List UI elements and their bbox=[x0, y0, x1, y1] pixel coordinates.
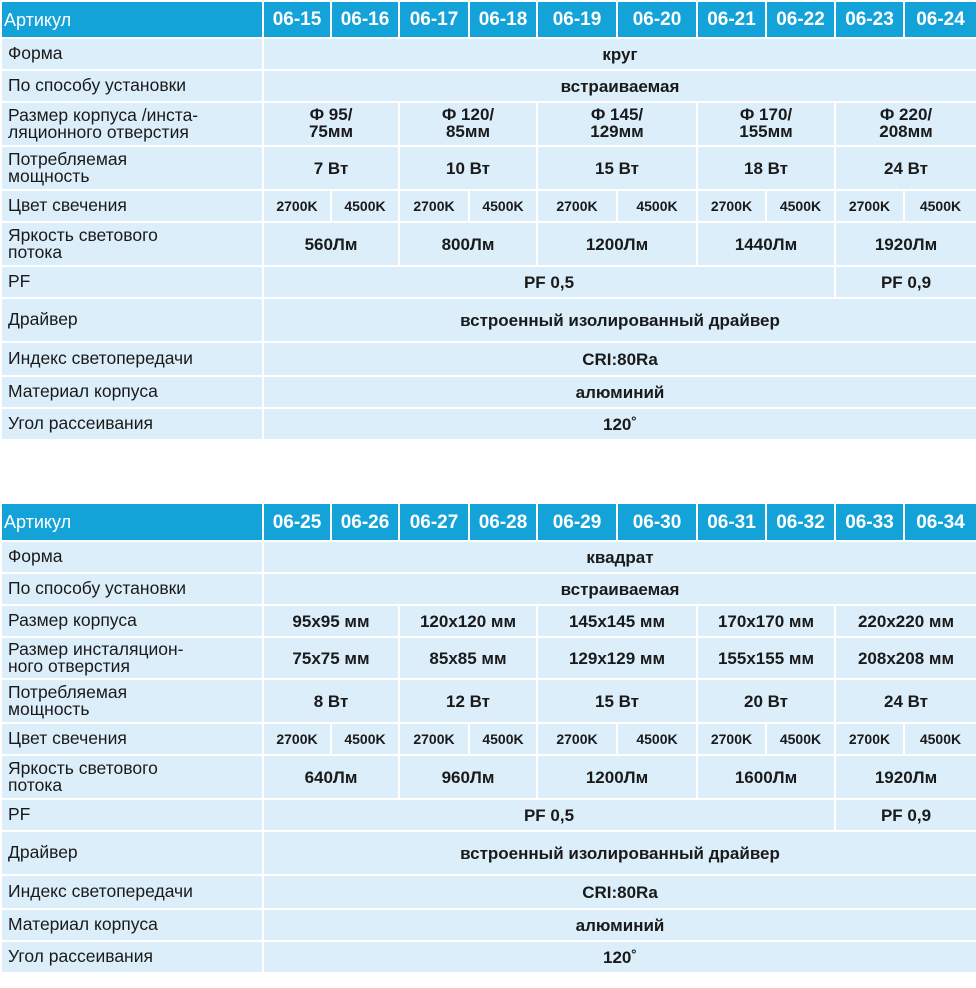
spec-label: Цвет свечения bbox=[1, 190, 263, 222]
article-code: 06-22 bbox=[766, 1, 835, 38]
spec-value: 1200Лм bbox=[537, 222, 697, 266]
spec-value: 18 Вт bbox=[697, 146, 835, 190]
spec-row bbox=[1, 190, 976, 222]
spec-label: Драйвер bbox=[1, 831, 263, 875]
spec-value: встраиваемая bbox=[263, 573, 976, 605]
spec-value: 145x145 мм bbox=[537, 605, 697, 637]
spec-row bbox=[1, 679, 976, 723]
spec-value: 1200Лм bbox=[537, 755, 697, 799]
spec-value: 2700K bbox=[835, 723, 904, 755]
spec-value: 1440Лм bbox=[697, 222, 835, 266]
spec-value: Ф 170/ 155мм bbox=[697, 102, 835, 146]
article-code: 06-16 bbox=[331, 1, 399, 38]
spec-label: Потребляемая мощность bbox=[1, 679, 263, 723]
spec-label: Яркость светового потока bbox=[1, 755, 263, 799]
article-code: 06-28 bbox=[469, 503, 537, 541]
spec-value: 120˚ bbox=[263, 941, 976, 973]
spec-value: 4500K bbox=[766, 723, 835, 755]
spec-value: Ф 95/ 75мм bbox=[263, 102, 399, 146]
article-code: 06-33 bbox=[835, 503, 904, 541]
spec-value: 1600Лм bbox=[697, 755, 835, 799]
spec-value: Ф 220/ 208мм bbox=[835, 102, 976, 146]
article-code: 06-23 bbox=[835, 1, 904, 38]
spec-value: 640Лм bbox=[263, 755, 399, 799]
spec-value: 208x208 мм bbox=[835, 637, 976, 679]
spec-value: 2700K bbox=[263, 190, 331, 222]
spec-value: 2700K bbox=[263, 723, 331, 755]
spec-label: Угол рассеивания bbox=[1, 941, 263, 973]
spec-label: Яркость светового потока bbox=[1, 222, 263, 266]
spec-value: 15 Вт bbox=[537, 679, 697, 723]
spec-value: 560Лм bbox=[263, 222, 399, 266]
spec-label: Размер инсталяцион- ного отверстия bbox=[1, 637, 263, 679]
spec-label: По способу установки bbox=[1, 70, 263, 102]
spec-label: Размер корпуса bbox=[1, 605, 263, 637]
spec-value: 15 Вт bbox=[537, 146, 697, 190]
spec-row bbox=[1, 799, 976, 831]
spec-value: алюминий bbox=[263, 909, 976, 941]
spec-value: встроенный изолированный драйвер bbox=[263, 298, 976, 342]
spec-value: 2700K bbox=[399, 723, 469, 755]
spec-label: Потребляемая мощность bbox=[1, 146, 263, 190]
spec-value: CRI:80Ra bbox=[263, 875, 976, 909]
spec-row bbox=[1, 723, 976, 755]
spec-value: 24 Вт bbox=[835, 679, 976, 723]
spec-row bbox=[1, 909, 976, 941]
spec-value: 2700K bbox=[537, 723, 617, 755]
spec-value: 85x85 мм bbox=[399, 637, 537, 679]
spec-value: 4500K bbox=[904, 190, 976, 222]
spec-value: встроенный изолированный драйвер bbox=[263, 831, 976, 875]
header-label: Артикул bbox=[1, 1, 263, 38]
round-spec-table bbox=[0, 0, 976, 441]
spec-value: 1920Лм bbox=[835, 222, 976, 266]
spec-value: PF 0,5 bbox=[263, 799, 835, 831]
spec-value: 4500K bbox=[331, 190, 399, 222]
spec-value: 170x170 мм bbox=[697, 605, 835, 637]
spec-row bbox=[1, 408, 976, 440]
spec-value: CRI:80Ra bbox=[263, 342, 976, 376]
spec-value: 10 Вт bbox=[399, 146, 537, 190]
spec-label: Угол рассеивания bbox=[1, 408, 263, 440]
spec-value: 155x155 мм bbox=[697, 637, 835, 679]
spec-label: Форма bbox=[1, 38, 263, 70]
spec-value: 2700K bbox=[399, 190, 469, 222]
spec-label: PF bbox=[1, 799, 263, 831]
spec-value: 20 Вт bbox=[697, 679, 835, 723]
spec-value: встраиваемая bbox=[263, 70, 976, 102]
spec-value: 220x220 мм bbox=[835, 605, 976, 637]
spec-row bbox=[1, 755, 976, 799]
spec-row bbox=[1, 146, 976, 190]
article-code: 06-18 bbox=[469, 1, 537, 38]
article-code: 06-15 bbox=[263, 1, 331, 38]
spec-label: PF bbox=[1, 266, 263, 298]
spec-value: Ф 120/ 85мм bbox=[399, 102, 537, 146]
spec-row bbox=[1, 637, 976, 679]
spec-value: 95x95 мм bbox=[263, 605, 399, 637]
header-row bbox=[1, 1, 976, 38]
spec-row bbox=[1, 298, 976, 342]
spec-row bbox=[1, 941, 976, 973]
spec-label: По способу установки bbox=[1, 573, 263, 605]
spec-value: 24 Вт bbox=[835, 146, 976, 190]
spec-value: алюминий bbox=[263, 376, 976, 408]
spec-value: PF 0,5 bbox=[263, 266, 835, 298]
article-code: 06-26 bbox=[331, 503, 399, 541]
spec-row bbox=[1, 222, 976, 266]
article-code: 06-19 bbox=[537, 1, 617, 38]
spec-label: Форма bbox=[1, 541, 263, 573]
spec-value: 129x129 мм bbox=[537, 637, 697, 679]
spec-row bbox=[1, 831, 976, 875]
article-code: 06-31 bbox=[697, 503, 766, 541]
spec-value: 12 Вт bbox=[399, 679, 537, 723]
spec-label: Размер корпуса /инста- ляционного отверстия bbox=[1, 102, 263, 146]
spec-value: 4500K bbox=[617, 190, 697, 222]
spec-row bbox=[1, 573, 976, 605]
spec-value: 2700K bbox=[697, 190, 766, 222]
spec-value: Ф 145/ 129мм bbox=[537, 102, 697, 146]
article-code: 06-17 bbox=[399, 1, 469, 38]
article-code: 06-27 bbox=[399, 503, 469, 541]
spec-value: PF 0,9 bbox=[835, 799, 976, 831]
spec-label: Индекс светопередачи bbox=[1, 875, 263, 909]
article-code: 06-32 bbox=[766, 503, 835, 541]
spec-value: 4500K bbox=[766, 190, 835, 222]
header-label: Артикул bbox=[1, 503, 263, 541]
spec-value: 4500K bbox=[617, 723, 697, 755]
article-code: 06-29 bbox=[537, 503, 617, 541]
spec-row bbox=[1, 376, 976, 408]
spec-value: квадрат bbox=[263, 541, 976, 573]
spec-value: 120x120 мм bbox=[399, 605, 537, 637]
spec-value: круг bbox=[263, 38, 976, 70]
spec-value: 4500K bbox=[331, 723, 399, 755]
spec-value: 8 Вт bbox=[263, 679, 399, 723]
spec-label: Материал корпуса bbox=[1, 909, 263, 941]
article-code: 06-34 bbox=[904, 503, 976, 541]
spec-label: Цвет свечения bbox=[1, 723, 263, 755]
spec-value: 960Лм bbox=[399, 755, 537, 799]
spec-value: 2700K bbox=[835, 190, 904, 222]
article-code: 06-24 bbox=[904, 1, 976, 38]
spec-value: 2700K bbox=[537, 190, 617, 222]
article-code: 06-20 bbox=[617, 1, 697, 38]
spec-label: Материал корпуса bbox=[1, 376, 263, 408]
spec-row bbox=[1, 38, 976, 70]
spec-row bbox=[1, 102, 976, 146]
spec-row bbox=[1, 605, 976, 637]
article-code: 06-25 bbox=[263, 503, 331, 541]
article-code: 06-30 bbox=[617, 503, 697, 541]
article-code: 06-21 bbox=[697, 1, 766, 38]
spec-row bbox=[1, 266, 976, 298]
spec-row bbox=[1, 541, 976, 573]
spec-value: 4500K bbox=[469, 190, 537, 222]
spec-value: 120˚ bbox=[263, 408, 976, 440]
spec-value: 4500K bbox=[904, 723, 976, 755]
spec-row bbox=[1, 342, 976, 376]
spec-value: 7 Вт bbox=[263, 146, 399, 190]
spec-row bbox=[1, 70, 976, 102]
spec-value: 1920Лм bbox=[835, 755, 976, 799]
spec-label: Индекс светопередачи bbox=[1, 342, 263, 376]
spec-label: Драйвер bbox=[1, 298, 263, 342]
spec-value: 2700K bbox=[697, 723, 766, 755]
header-row bbox=[1, 503, 976, 541]
spec-value: 75x75 мм bbox=[263, 637, 399, 679]
spec-value: PF 0,9 bbox=[835, 266, 976, 298]
spec-value: 800Лм bbox=[399, 222, 537, 266]
square-spec-table bbox=[0, 502, 976, 974]
spec-row bbox=[1, 875, 976, 909]
spec-value: 4500K bbox=[469, 723, 537, 755]
